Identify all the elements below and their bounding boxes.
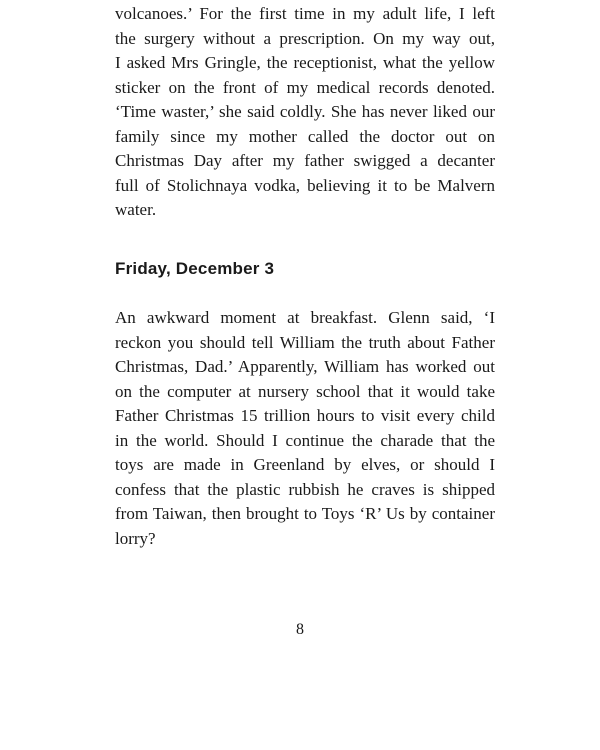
paragraph-line: volcanoes.’ For the first time in my adult life, I left [115, 4, 495, 23]
paragraph-line: reckon you should tell William the truth about Father [115, 332, 495, 352]
paragraph-line: Father Christmas 15 trillion hours to visit every child [115, 406, 495, 425]
paragraph-line: in the world. Should I continue the charade that the [115, 430, 495, 450]
paragraph-line: confess that the plastic rubbish he craves is shipped [115, 479, 495, 499]
paragraph-line: Christmas Day after my father swigged a decanter [115, 151, 495, 170]
page-number: 8 [296, 621, 304, 638]
paragraph-line: sticker on the front of my medical records denoted. [115, 77, 495, 97]
paragraph-line: family since my mother called the doctor out on [115, 126, 495, 146]
paragraph-friday-entry [115, 306, 495, 551]
paragraph-line: lorry? [115, 528, 156, 548]
diary-entry-heading: Friday, December 3 [115, 259, 275, 278]
paragraph-line: ‘Time waster,’ she said coldly. She has never liked our [115, 102, 495, 121]
paragraph-line: full of Stolichnaya vodka, believing it to be Malvern [115, 175, 495, 195]
paragraph-line: the surgery without a prescription. On my way out, [115, 28, 495, 48]
paragraph-line: water. [115, 200, 157, 219]
paragraph-line: An awkward moment at breakfast. Glenn said, ‘I [115, 308, 495, 327]
paragraph-line: I asked Mrs Gringle, the receptionist, what the yellow [115, 53, 495, 72]
paragraph-line: on the computer at nursery school that it would take [115, 381, 495, 401]
paragraph-line: toys are made in Greenland by elves, or should I [115, 455, 495, 474]
paragraph-previous-entry-continuation [115, 2, 495, 223]
paragraph-line: Christmas, Dad.’ Apparently, William has worked out [115, 357, 495, 376]
paragraph-line: from Taiwan, then brought to Toys ‘R’ Us by container [115, 504, 495, 523]
